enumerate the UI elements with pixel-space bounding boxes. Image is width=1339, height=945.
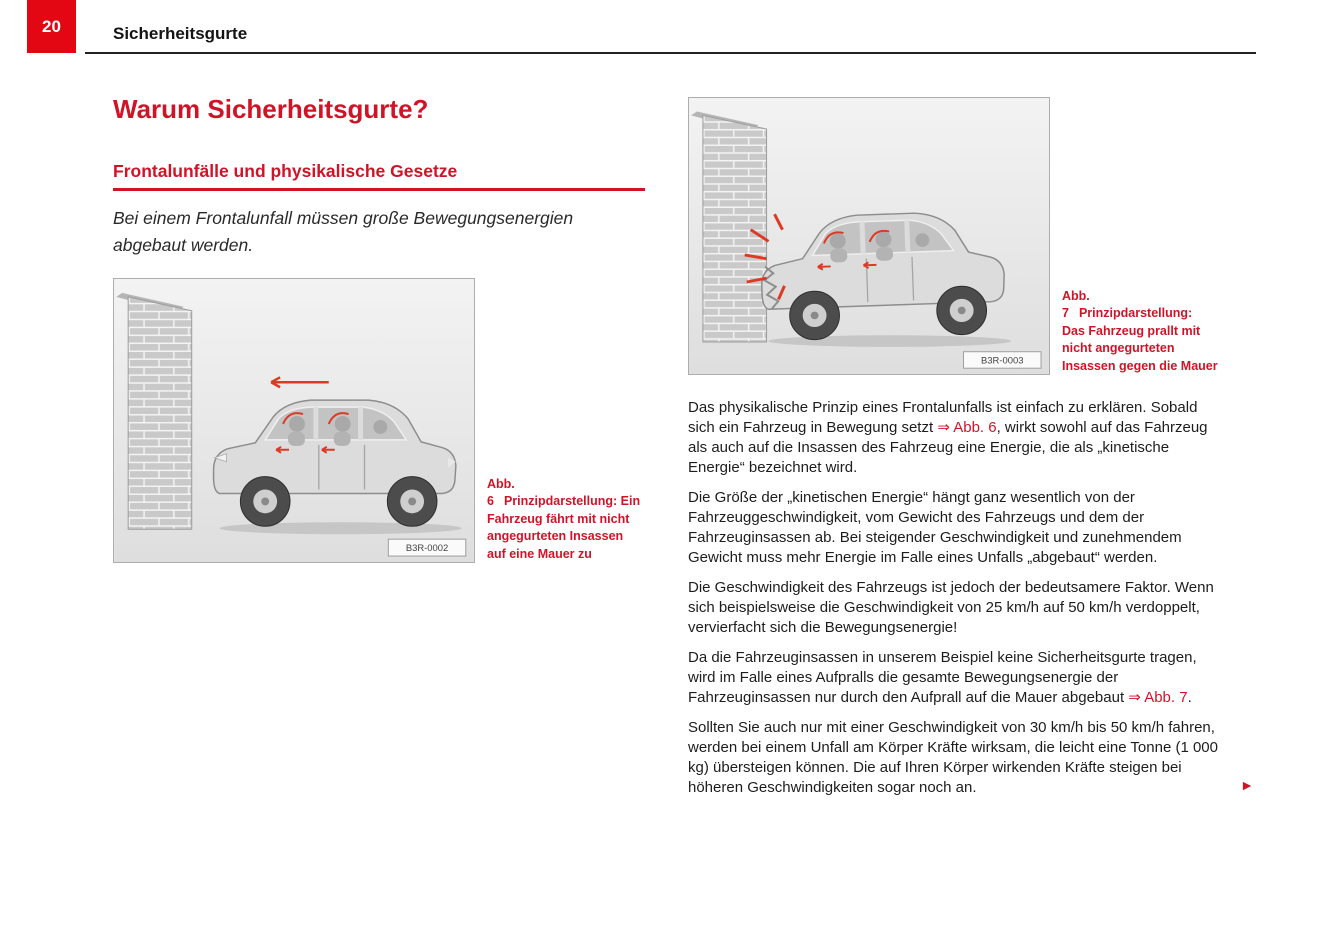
- figure-code-label: [388, 539, 465, 556]
- paragraph-text: Die Größe der „kinetischen Energie“ hängt ganz wesentlich von der Fahrzeuggeschwindigkeit, vom Gewicht des Fahrzeugs und dem der Fahrzeuginsassen ab. Bei steigender Geschwindigkeit und zunehmendem Gewicht muss mehr Energie im Falle eines Unfalls „abgebaut“ werden.: [688, 489, 1182, 566]
- figure-caption-label: Abb. 6: [487, 476, 515, 508]
- paragraph-text: Sollten Sie auch nur mit einer Geschwindigkeit von 30 km/h bis 50 km/h fahren, werden bei einem Unfall am Körper Kräfte wirksam, die leicht eine Tonne (1 000 kg) übersteigen können. Die auf Ihren Körper wirkenden Kräfte steigen bei höheren Geschwindigkeiten sogar noch an.: [688, 719, 1218, 796]
- section-subtitle: Frontalunfälle und physikalische Gesetze: [113, 160, 645, 191]
- body-paragraph: [688, 718, 1218, 798]
- left-column: [113, 94, 645, 563]
- figure-6-image: [113, 278, 475, 563]
- lead-text: Bei einem Frontalunfall müssen große Bewegungsenergien abgebaut werden.: [113, 208, 574, 255]
- figure-7-caption: [1062, 288, 1218, 376]
- page-continuation-arrow: ►: [1240, 777, 1254, 793]
- svg-text:B3R-0002: B3R-0002: [405, 542, 449, 554]
- figure-7-image: [688, 97, 1050, 375]
- page-header-title: Sicherheitsgurte: [113, 24, 248, 43]
- paragraph-text: , wirkt sowohl auf das Fahrzeug als auch auf die Insassen des Fahrzeug eine Energie, die als „kinetische Energie“ bezeichnet wird.: [688, 419, 1208, 476]
- paragraph-text: Das physikalische Prinzip eines Frontalunfalls ist einfach zu erklären. Sobald sich ein Fahrzeug in Bewegung setzt: [688, 399, 1198, 436]
- body-paragraph: [688, 648, 1218, 708]
- right-column: [688, 97, 1254, 808]
- figure-6-caption: [487, 476, 645, 564]
- body-paragraph: [688, 488, 1218, 568]
- paragraph-text: .: [1187, 689, 1192, 706]
- figure-caption-text: Prinzipdarstellung: Das Fahrzeug prallt mit nicht angegurteten Insassen gegen die Mauer: [1062, 306, 1218, 373]
- paragraph-text: Da die Fahrzeuginsassen in unserem Beispiel keine Sicherheitsgurte tragen, wird im Falle eines Aufpralls die gesamte Bewegungsenergie der Fahrzeuginsassen nur durch den Aufprall auf die Mauer abgebaut: [688, 649, 1197, 706]
- header-divider: [85, 52, 1256, 54]
- page-title: Warum Sicherheitsgurte?: [113, 94, 429, 124]
- paragraph-text: Die Geschwindigkeit des Fahrzeugs ist jedoch der bedeutsamere Faktor. Wenn sich beispielsweise die Geschwindigkeit von 25 km/h auf 50 km/h verdoppelt, vervierfacht sich die Bewegungsenergie!: [688, 579, 1214, 636]
- body-paragraph: [688, 398, 1218, 478]
- figure-caption-text: Prinzipdarstellung: Ein Fahrzeug fährt mit nicht angegurteten Insassen auf eine Mauer zu: [487, 494, 641, 561]
- body-paragraph: [688, 578, 1218, 638]
- figure-code-label: [963, 352, 1041, 368]
- crash-approach-illustration: [114, 279, 474, 562]
- figure-reference-link[interactable]: ⇒ Abb. 6: [937, 419, 997, 436]
- body-text: [688, 398, 1254, 798]
- crash-impact-illustration: [689, 98, 1049, 374]
- figure-6: [113, 278, 645, 563]
- figure-reference-link[interactable]: ⇒ Abb. 7: [1128, 689, 1188, 706]
- figure-caption-label: Abb. 7: [1062, 288, 1090, 320]
- svg-text:B3R-0003: B3R-0003: [981, 355, 1024, 366]
- page-number-badge: 20: [27, 0, 76, 53]
- figure-7: [688, 97, 1218, 375]
